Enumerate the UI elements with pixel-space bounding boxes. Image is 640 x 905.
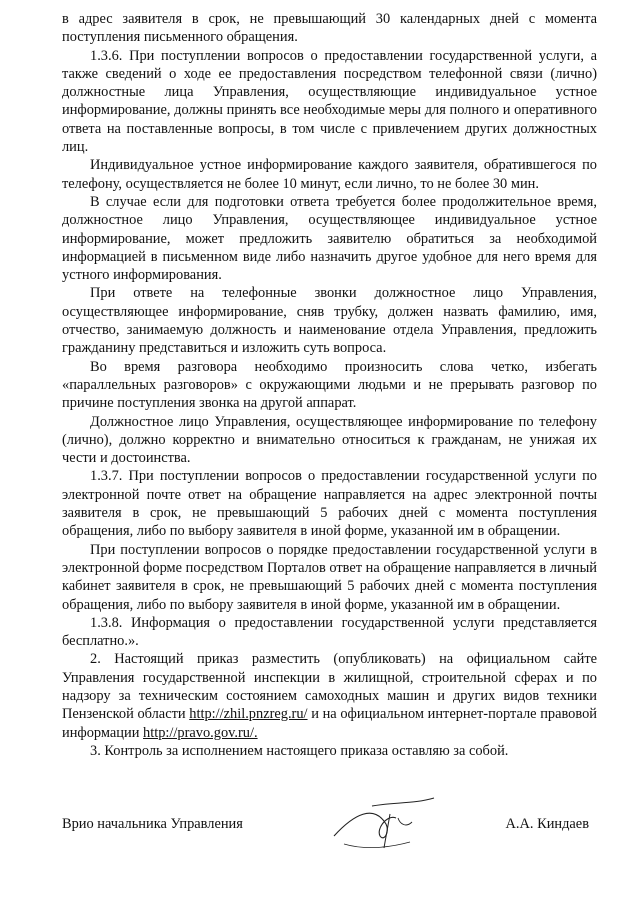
paragraph-1-3-7: 1.3.7. При поступлении вопросов о предоставлении государственной услуги по электронной почте ответ на обращение направляется на адрес электронной почты заявителя в срок, не превышающий 5 рабочих дней с момента поступления обращения, либо по выбору заявителя в иной форме, указанной им в обращении. (62, 468, 597, 540)
paragraph-portal-answer: При поступлении вопросов о порядке предоставлении государственной услуги в электронной форме посредством Порталов ответ на обращение направляется в личный кабинет заявителя в срок, не превышающий 5 рабочих дней с момента поступления обращения, либо по выбору заявителя в иной форме, указанной им в обращении. (62, 541, 597, 613)
paragraph-courtesy: Должностное лицо Управления, осуществляющее информирование по телефону (лично), должно корректно и внимательно относиться к гражданам, не унижая их чести и достоинства. (62, 413, 597, 467)
paragraph-1-3-6: 1.3.6. При поступлении вопросов о предоставлении государственной услуги, а также сведений о ходе ее предоставления посредством телефонной связи (лично) должностные лица Управления, осуществляющие индивидуальное устное информирование, должны принять все необходимые меры для полного и оперативного ответа на поставленные вопросы, в том числе с привлечением других должностных лиц. (62, 47, 597, 156)
paragraph-continuation: в адрес заявителя в срок, не превышающий 30 календарных дней с момента поступления письменного обращения. (62, 11, 597, 46)
link-pravo-gov[interactable]: http://pravo.gov.ru/. (143, 724, 258, 741)
paragraph-individual-info-time: Индивидуальное устное информирование каждого заявителя, обратившегося по телефону, осуществляется не более 10 минут, если лично, то не более 30 мин. (62, 157, 597, 192)
paragraph-1-3-8: 1.3.8. Информация о предоставлении государственной услуги представляется бесплатно.». (62, 614, 597, 650)
paragraph-item-3: 3. Контроль за исполнением настоящего приказа оставляю за собой. (90, 742, 509, 759)
signatory-name: А.А. Киндаев (505, 816, 589, 832)
signature-block (62, 810, 597, 840)
document-body (62, 10, 597, 760)
paragraph-item-2 (62, 650, 597, 741)
link-zhil-pnzreg[interactable]: http://zhil.pnzreg.ru/ (189, 706, 308, 723)
signatory-title: Врио начальника Управления (62, 816, 243, 832)
item-2-text-before: 2. Настоящий приказ разместить (опубликовать) на официальном сайте Управления государственной инспекции в жилищной, строительной сферах и по надзору за техническим состоянием самоходных машин и других видов техники Пензенской области (62, 651, 597, 723)
paragraph-longer-answer: В случае если для подготовки ответа требуется более продолжительное время, должностное лицо Управления, осуществляющее индивидуальное устное информирование, может предложить заявителю обратиться за необходимой информацией в письменном виде либо назначить другое удобное для него время для устного информирования. (62, 193, 597, 284)
paragraph-phone-answer: При ответе на телефонные звонки должностное лицо Управления, осуществляющее информирование, сняв трубку, должен назвать фамилию, имя, отчество, занимаемую должность и наименование отдела Управления, предложить гражданину представиться и изложить суть вопроса. (62, 285, 597, 357)
item-2-text-middle: и на официальном интернет-портале правовой информации (62, 706, 597, 741)
paragraph-conversation-rules: Во время разговора необходимо произносить слова четко, избегать «параллельных разговоров» с окружающими людьми и не прерывать разговор по причине поступления звонка на другой аппарат. (62, 358, 597, 412)
handwritten-signature (314, 784, 454, 856)
